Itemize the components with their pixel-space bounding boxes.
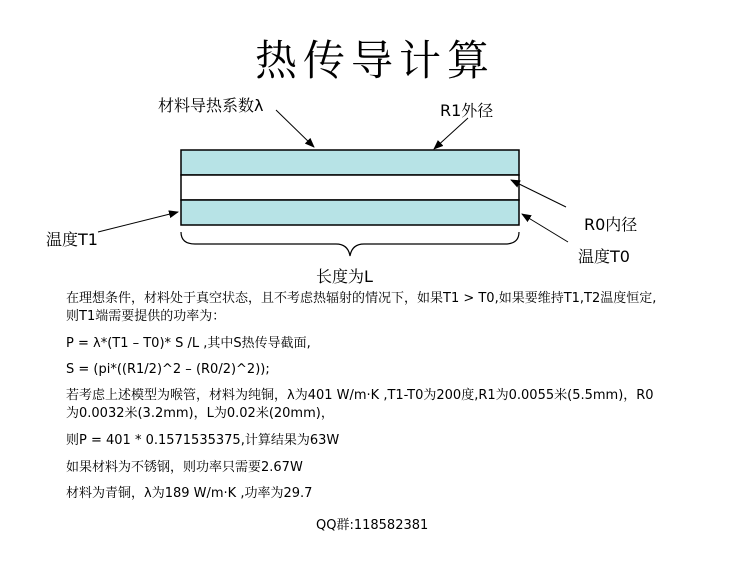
- outer-wall-bottom: [181, 200, 519, 225]
- t0-arrow: [522, 214, 568, 242]
- example-text-line2: 为0.0032米(3.2mm)，L为0.02米(20mm)，: [66, 406, 334, 421]
- condition-text-line2: 则T1端需要提供的功率为：: [66, 309, 226, 324]
- page-title: 热传导计算: [254, 36, 495, 85]
- r1-arrow: [434, 118, 468, 149]
- material-arrow: [276, 110, 314, 147]
- formula-s: S = (pi*((R1/2)^2 – (R0/2)^2));: [66, 362, 270, 377]
- result-text: 则P = 401 * 0.1571535375,计算结果为63W: [66, 433, 340, 448]
- t0-label: 温度T0: [578, 247, 630, 266]
- length-label: 长度为L: [316, 267, 373, 286]
- formula-p: P = λ*(T1 – T0)* S /L ,其中S热传导截面,: [66, 336, 311, 351]
- condition-text-line1: 在理想条件，材料处于真空状态，且不考虑热辐射的情况下，如果T1 > T0,如果要维持T1,T2温度恒定,: [66, 291, 657, 306]
- r1-label: R1外径: [440, 101, 494, 120]
- length-brace: [181, 232, 519, 256]
- material-label: 材料导热系数λ: [158, 96, 264, 115]
- inner-bore: [181, 175, 519, 200]
- t1-arrow: [98, 212, 178, 232]
- example-text-line1: 若考虑上述模型为喉管，材料为纯铜，λ为401 W/m·K ,T1-T0为200度,R1为0.0055米(5.5mm)，R0: [66, 388, 654, 403]
- stainless-text: 如果材料为不锈钢，则功率只需要2.67W: [66, 460, 303, 475]
- bronze-text: 材料为青铜，λ为189 W/m·K ,功率为29.7: [66, 486, 313, 501]
- t1-label: 温度T1: [46, 230, 98, 249]
- qq-group-text: QQ群:118582381: [316, 518, 429, 533]
- outer-wall-top: [181, 150, 519, 175]
- r0-label: R0内径: [584, 215, 638, 234]
